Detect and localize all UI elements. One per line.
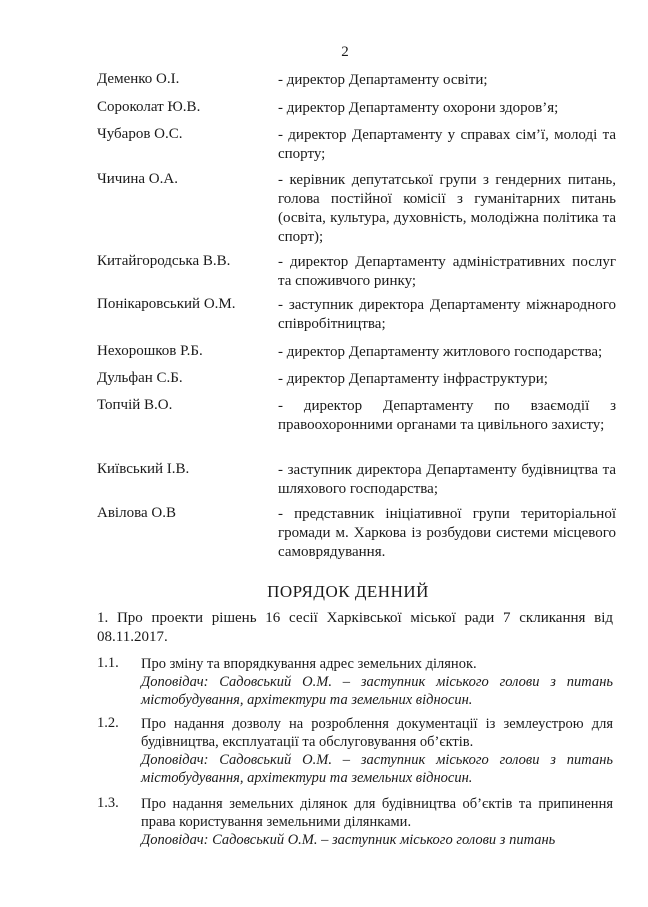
member-name: Деменко О.І. <box>97 71 180 87</box>
agenda-intro: 1. Про проекти рішень 16 сесії Харківської міської ради 7 скликання від 08.11.2017. <box>97 610 613 645</box>
member-role: - директор Департаменту житлового господарства; <box>278 344 603 360</box>
agenda-item-text: Про надання дозволу на розроблення документації із землеустрою для будівництва, експлуатації та обслуговування об’єктів. <box>141 716 613 750</box>
member-role: - керівник депутатської групи з гендерних питань, голова постійної комісії з гуманітарних питань (освіта, культура, духовність, молодіжна політика та спорт); <box>278 172 616 245</box>
member-name: Чубаров О.С. <box>97 126 183 142</box>
member-name: Дульфан С.Б. <box>97 370 183 386</box>
agenda-item <box>141 715 613 787</box>
agenda-item <box>141 655 613 709</box>
member-role: - директор Департаменту інфраструктури; <box>278 371 548 387</box>
agenda-item-speaker: Доповідач: Садовський О.М. – заступник міського голови з питань <box>141 832 556 848</box>
member-name: Топчій В.О. <box>97 397 173 413</box>
member-name: Авілова О.В <box>97 505 176 521</box>
member-name: Нехорошков Р.Б. <box>97 343 203 359</box>
member-role: - директор Департаменту освіти; <box>278 72 488 88</box>
agenda-title: ПОРЯДОК ДЕННИЙ <box>267 582 429 601</box>
member-role: - директор Департаменту по взаємодії з правоохоронними органами та цивільного захисту; <box>278 398 616 433</box>
agenda-item-number: 1.3. <box>97 795 119 811</box>
member-role: - заступник директора Департаменту міжнародного співробітництва; <box>278 297 616 332</box>
agenda-item-text: Про зміну та впорядкування адрес земельних ділянок. <box>141 656 477 672</box>
agenda-item <box>141 795 613 849</box>
agenda-item-speaker: Доповідач: Садовський О.М. – заступник міського голови з питань містобудування, архітектури та земельних відносин. <box>141 674 613 708</box>
agenda-item-number: 1.2. <box>97 715 119 731</box>
member-role: - заступник директора Департаменту будівництва та шляхового господарства; <box>278 462 616 497</box>
member-name: Київський І.В. <box>97 461 190 477</box>
member-role: - директор Департаменту у справах сім’ї, молоді та спорту; <box>278 127 616 162</box>
member-name: Чичина О.А. <box>97 171 178 187</box>
member-name: Китайгородська В.В. <box>97 253 231 269</box>
agenda-item-text: Про надання земельних ділянок для будівництва об’єктів та припинення права користування земельними ділянками. <box>141 796 613 830</box>
member-name: Сороколат Ю.В. <box>97 99 201 115</box>
agenda-item-number: 1.1. <box>97 655 119 671</box>
member-name: Понікаровський О.М. <box>97 296 236 312</box>
member-role: - директор Департаменту охорони здоров’я; <box>278 100 559 116</box>
agenda-item-speaker: Доповідач: Садовський О.М. – заступник міського голови з питань містобудування, архітектури та земельних відносин. <box>141 752 613 786</box>
member-role: - директор Департаменту адміністративних послуг та споживчого ринку; <box>278 254 616 289</box>
page-number: 2 <box>341 44 349 60</box>
member-role: - представник ініціативної групи територіальної громади м. Харкова із розбудови системи місцевого самоврядування. <box>278 506 616 560</box>
